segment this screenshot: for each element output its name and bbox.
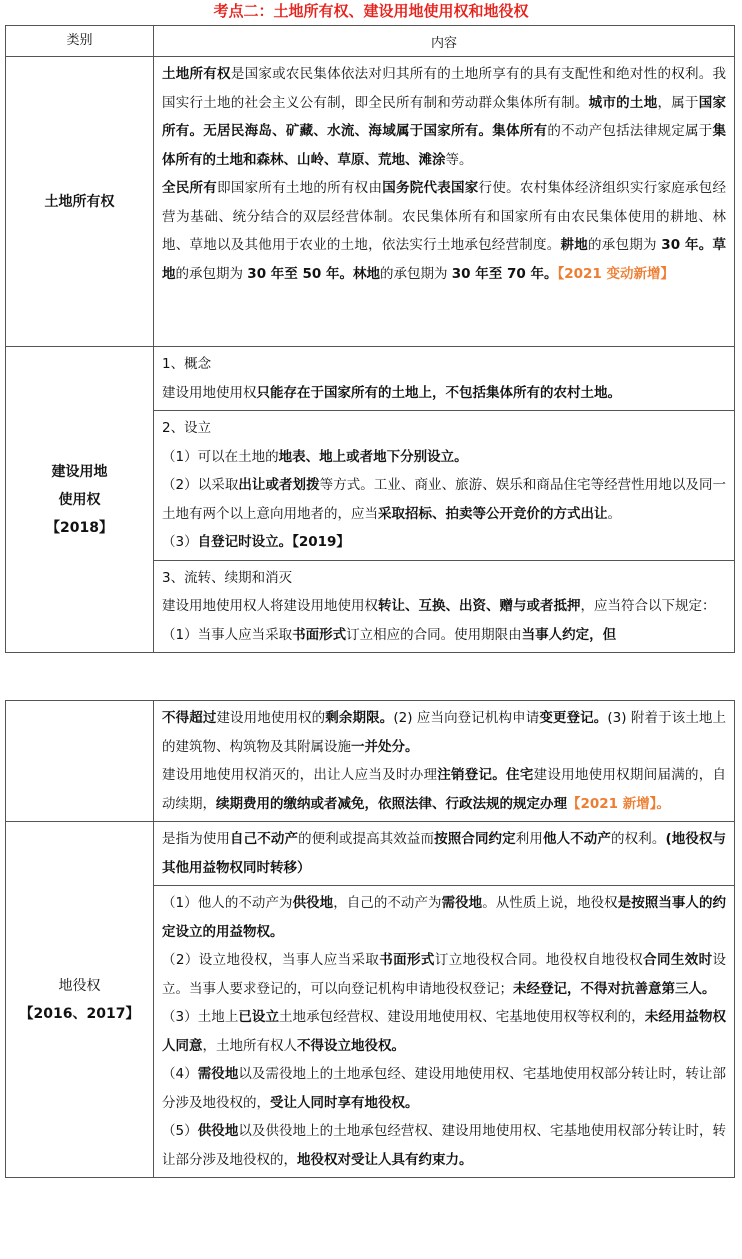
text-run: 以及需役地上的土地承包经、建设用地使用权、宅基地使用权部分转让时，转让部分涉及地役权的， — [162, 1066, 727, 1111]
bold-text: 供役地 — [292, 895, 334, 911]
text-run: 的承包期为 — [379, 265, 452, 282]
paragraph — [162, 528, 726, 557]
text-run: （3）土地上 — [162, 1009, 239, 1025]
paragraph — [162, 889, 726, 946]
bold-text: 剩余期限。 — [325, 710, 394, 726]
paragraph — [162, 1003, 726, 1060]
paragraph — [162, 60, 726, 174]
paragraph — [162, 704, 726, 761]
paragraph — [162, 564, 726, 593]
bold-text: 30 年至 50 年。林地 — [247, 265, 380, 282]
bold-text: 出让或者划拨 — [238, 477, 320, 493]
bold-text: 30 年。草地 — [162, 237, 727, 282]
table-part-2 — [5, 700, 735, 1178]
text-run: （1）当事人应当采取 — [162, 626, 293, 643]
bold-text: 地役权对受让人具有约束力。 — [297, 1151, 473, 1168]
table-row — [6, 701, 735, 822]
text-run: （3） — [162, 534, 198, 550]
text-run: 的便利或提高其效益而 — [298, 831, 435, 847]
text-run: 建设用地使用权 — [162, 384, 257, 401]
bold-text: 变更登记。 — [539, 710, 608, 726]
table-row — [6, 347, 735, 411]
text-run: 的承包期为 — [588, 237, 662, 253]
text-run: 。 — [607, 505, 621, 522]
category-label: 建设用地 — [51, 463, 108, 480]
category-land-ownership — [6, 57, 154, 347]
text-run: （2）以采取 — [162, 477, 239, 493]
bold-text: 转让、互换、出资、赠与或者抵押 — [378, 598, 581, 614]
bold-text: 按照合同约定 — [434, 831, 516, 847]
paragraph — [162, 379, 726, 408]
bold-text: (地役权与其他用益物权同时转移） — [162, 831, 727, 876]
text-run: 的不动产包括法律规定属于 — [547, 123, 713, 139]
page-title: 考点二：土地所有权、建设用地使用权和地役权 — [213, 2, 529, 20]
category-continued — [6, 701, 154, 822]
text-run: 3、流转、续期和消灭 — [162, 569, 293, 586]
table-part-1 — [5, 25, 735, 653]
bold-text: 自登记时设立。【2019】 — [197, 534, 350, 550]
bold-text: 续期费用的缴纳或者减免，依照法律、行政法规的规定办理 — [216, 795, 567, 812]
paragraph — [162, 621, 726, 650]
bold-text: 书面形式 — [292, 626, 347, 643]
bold-text: 土地所有权 — [162, 66, 231, 82]
bold-text: 只能存在于国家所有的土地上，不包括集体所有的农村土地。 — [256, 384, 621, 401]
text-run: 建设用地使用权消灭的，出让人应当及时办理 — [162, 767, 438, 783]
text-run: （5） — [162, 1123, 198, 1139]
text-run: 的承包期为 — [175, 265, 248, 282]
bold-text: 全民所有 — [162, 180, 218, 196]
text-run: （2）设立地役权，当事人应当采取 — [162, 952, 380, 968]
text-run: （1）他人的不动产为 — [162, 895, 293, 911]
bold-text: 需役地 — [441, 895, 483, 911]
category-label: 【2016、2017】 — [19, 1005, 140, 1022]
text-run: 利用 — [515, 831, 543, 847]
bold-text: 集体所有的土地和森林、山岭、草原、荒地、滩涂 — [162, 123, 727, 168]
bold-text: 他人不动产 — [542, 831, 612, 847]
bold-text: 不得超过 — [162, 710, 217, 726]
header-category: 类别 — [6, 26, 154, 57]
section-easement-definition — [154, 822, 735, 886]
category-label: 使用权 — [58, 491, 101, 508]
text-run: 即国家所有土地的所有权由 — [217, 180, 383, 196]
category-label: 【2018】 — [46, 519, 113, 536]
section-easement-rules — [154, 886, 735, 1178]
bold-text: 地表、地上或者地下分别设立。 — [278, 448, 468, 465]
bold-text: 受让人同时享有地役权。 — [270, 1094, 419, 1111]
bold-text: 国家所有。无居民海岛、矿藏、水流、海域属于国家所有。集体所有 — [162, 94, 727, 139]
highlight-text: 【2021 变动新增】 — [557, 265, 674, 282]
paragraph — [162, 174, 726, 288]
paragraph — [162, 471, 726, 528]
paragraph — [162, 443, 726, 472]
section-transfer-continued — [154, 701, 735, 822]
text-run: （4） — [162, 1066, 198, 1082]
bold-text: 当事人约定，但 — [521, 626, 617, 643]
bold-text: 合同生效时 — [643, 952, 713, 968]
text-run: 是国家或农民集体依法对归其所有的土地所享有的具有支配性和绝对性的权利。我国实行土地的社会主义公有制，即全民所有制和劳动群众集体所有制。 — [162, 66, 726, 111]
content-land-ownership — [154, 57, 735, 347]
text-run: 是指为使用 — [162, 831, 231, 847]
highlight-text: 【2021 新增】。 — [567, 795, 671, 812]
paragraph — [162, 946, 726, 1003]
text-run: 订立相应的合同。使用期限由 — [346, 626, 522, 643]
category-label: 土地所有权 — [44, 193, 115, 210]
text-run: 。从性质上说，地役权 — [482, 895, 618, 911]
text-run: (3) 附着于该土地上的建筑物、构筑物及其附属设施 — [162, 710, 727, 755]
bold-text: 自己不动产 — [230, 831, 299, 847]
bold-text: 未经登记，不得对抗善意第三人。 — [513, 980, 716, 997]
paragraph — [162, 761, 726, 818]
paragraph — [162, 350, 726, 379]
text-run: ，土地所有权人 — [202, 1037, 297, 1054]
bold-text: 采取招标、拍卖等公开竞价的方式出让 — [378, 505, 608, 522]
section-transfer — [154, 560, 735, 653]
text-run: （1）可以在土地的 — [162, 448, 279, 465]
bold-text: 不得设立地役权。 — [297, 1037, 405, 1054]
header-content: 内容 — [154, 26, 735, 57]
text-run: (2) 应当向登记机构申请 — [393, 710, 540, 726]
text-run: 等。 — [445, 151, 473, 168]
bold-text: 书面形式 — [379, 952, 435, 968]
paragraph — [162, 592, 726, 621]
text-run: 行使。农村集体经济组织实行家庭承包经营为基础、统分结合的双层经营体制。农民集体所有和国家所有由农民集体使用的耕地、林地、草地以及其他用于农业的土地，依法实行土地承包经营制度。 — [162, 180, 727, 253]
table-row — [6, 822, 735, 886]
text-run: 土地承包经营权、建设用地使用权、宅基地使用权等权利的， — [279, 1009, 645, 1025]
bold-text: 城市的土地 — [588, 94, 658, 111]
bold-text: 需役地 — [197, 1066, 239, 1082]
bold-text: 注销登记。住宅 — [437, 767, 534, 783]
text-run: 设立。当事人要求登记的，可以向登记机构申请地役权登记； — [162, 952, 727, 997]
text-run: 2、设立 — [162, 420, 212, 436]
paragraph — [162, 414, 726, 443]
table-header-row — [6, 26, 735, 57]
table-row — [6, 57, 735, 347]
bold-text: 一并处分。 — [351, 738, 419, 755]
text-run: 建设用地使用权的 — [216, 710, 326, 726]
category-easement — [6, 822, 154, 1178]
text-run: 建设用地使用权期间届满的，自动续期， — [162, 767, 727, 812]
bold-text: 已设立 — [238, 1009, 280, 1025]
bold-text: 国务院代表国家 — [382, 180, 479, 196]
section-establishment — [154, 411, 735, 561]
paragraph — [162, 1060, 726, 1117]
text-run: ，应当符合以下规定： — [580, 598, 716, 614]
text-run: ，自己的不动产为 — [333, 895, 442, 911]
bold-text: 是按照当事人的约定设立的用益物权。 — [162, 895, 727, 940]
bold-text: 未经用益物权人同意 — [162, 1009, 727, 1054]
paragraph — [162, 1117, 726, 1174]
section-concept — [154, 347, 735, 411]
bold-text: 耕地 — [560, 237, 589, 253]
text-run: 建设用地使用权人将建设用地使用权 — [162, 598, 378, 614]
paragraph — [162, 825, 726, 882]
bold-text: 供役地 — [197, 1123, 239, 1139]
text-run: 等方式。工业、商业、旅游、娱乐和商品住宅等经营性用地以及同一土地有两个以上意向用地者的，应当 — [162, 477, 727, 522]
text-run: 1、概念 — [162, 356, 212, 372]
category-construction-land-use-right — [6, 347, 154, 653]
text-run: 订立地役权合同。地役权自地役权 — [434, 952, 644, 968]
text-run: 的权利。 — [611, 831, 666, 847]
text-run: ，属于 — [657, 94, 699, 111]
bold-text: 30 年至 70 年。 — [451, 265, 558, 282]
text-run: 以及供役地上的土地承包经营权、建设用地使用权、宅基地使用权部分转让时，转让部分涉及地役权的， — [162, 1123, 727, 1168]
category-label: 地役权 — [58, 977, 101, 994]
